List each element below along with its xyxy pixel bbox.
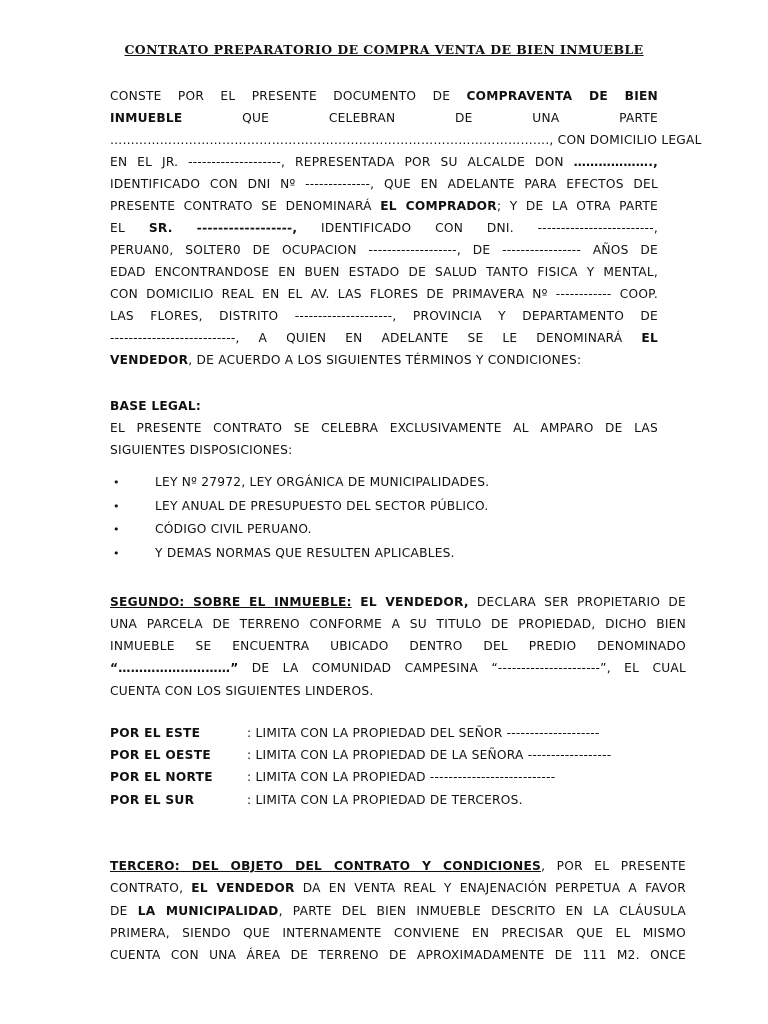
bold-text: COMPRAVENTA DE BIEN xyxy=(466,89,659,103)
list-item: CÓDIGO CIVIL PERUANO. xyxy=(155,522,312,536)
text-span: EN EL JR. --------------------, REPRESENTADA POR SU ALCALDE DON xyxy=(110,155,574,169)
intro-line-5: IDENTIFICADO CON DNI Nº --------------, QUE EN ADELANTE PARA EFECTOS DEL xyxy=(110,177,658,191)
segundo-line-4 xyxy=(110,660,686,676)
lindero-label: POR EL ESTE xyxy=(110,726,201,740)
lindero-label: POR EL NORTE xyxy=(110,770,213,784)
tercero-line-2 xyxy=(110,880,686,896)
bold-text: EL COMPRADOR xyxy=(380,199,497,213)
list-item: LEY Nº 27972, LEY ORGÁNICA DE MUNICIPALIDADES. xyxy=(155,475,490,489)
bold-text: “………………………” xyxy=(110,661,239,675)
bold-text: INMUEBLE xyxy=(110,111,183,125)
bold-text: ………………., xyxy=(573,155,658,169)
tercero-line-1 xyxy=(110,858,686,874)
bullet-icon: • xyxy=(113,547,120,560)
bold-text: EL VENDEDOR xyxy=(191,881,295,895)
intro-line-11: LAS FLORES, DISTRITO ---------------------, PROVINCIA Y DEPARTAMENTO DE xyxy=(110,309,658,323)
tercero-line-4: PRIMERA, SIENDO QUE INTERNAMENTE CONVIENE EN PRECISAR QUE EL MISMO xyxy=(110,926,686,940)
segundo-line-5: CUENTA CON LOS SIGUIENTES LINDEROS. xyxy=(110,684,374,698)
segundo-line-3: INMUEBLE SE ENCUENTRA UBICADO DENTRO DEL PREDIO DENOMINADO xyxy=(110,639,686,653)
list-item: LEY ANUAL DE PRESUPUESTO DEL SECTOR PÚBLICO. xyxy=(155,499,489,513)
text-span: DA EN VENTA REAL Y ENAJENACIÓN PERPETUA A FAVOR xyxy=(294,881,686,895)
base-legal-line-2: SIGUIENTES DISPOSICIONES: xyxy=(110,443,293,457)
section-heading: SEGUNDO: SOBRE EL INMUEBLE: xyxy=(110,595,352,609)
text-span: PRESENTE CONTRATO SE DENOMINARÁ xyxy=(110,199,381,213)
base-legal-line-1: EL PRESENTE CONTRATO SE CELEBRA EXCLUSIVAMENTE AL AMPARO DE LAS xyxy=(110,421,658,435)
lindero-value: : LIMITA CON LA PROPIEDAD DE LA SEÑORA ------------------ xyxy=(247,748,612,762)
list-item: Y DEMAS NORMAS QUE RESULTEN APLICABLES. xyxy=(155,546,455,560)
text-span: ---------------------------, A QUIEN EN ADELANTE SE LE DENOMINARÁ xyxy=(110,331,642,345)
intro-line-2 xyxy=(110,110,658,126)
text-span: , DE ACUERDO A LOS SIGUIENTES TÉRMINOS Y CONDICIONES: xyxy=(188,353,582,367)
bullet-icon: • xyxy=(113,476,120,489)
text-span: DE xyxy=(110,904,138,918)
bold-text: EL xyxy=(641,331,658,345)
text-span: , POR EL PRESENTE xyxy=(541,859,686,873)
lindero-value: : LIMITA CON LA PROPIEDAD DE TERCEROS. xyxy=(247,793,523,807)
tercero-line-5: CUENTA CON UNA ÁREA DE TERRENO DE APROXIMADAMENTE DE 111 M2. ONCE xyxy=(110,948,686,962)
intro-line-12 xyxy=(110,330,658,346)
intro-line-8: PERUAN0, SOLTER0 DE OCUPACION -------------------, DE ----------------- AÑOS DE xyxy=(110,243,658,257)
lindero-value: : LIMITA CON LA PROPIEDAD --------------------------- xyxy=(247,770,556,784)
bold-text: EL VENDEDOR, xyxy=(351,595,469,609)
text-span: EL xyxy=(110,221,149,235)
tercero-line-3 xyxy=(110,903,686,919)
bold-text: LA MUNICIPALIDAD xyxy=(137,904,279,918)
intro-line-13 xyxy=(110,352,658,368)
section-heading: TERCERO: DEL OBJETO DEL CONTRATO Y CONDICIONES xyxy=(110,859,542,873)
text-span: , PARTE DEL BIEN INMUEBLE DESCRITO EN LA CLÁUSULA xyxy=(278,904,687,918)
segundo-line-1 xyxy=(110,594,686,610)
intro-line-4 xyxy=(110,154,658,170)
lindero-label: POR EL SUR xyxy=(110,793,195,807)
bullet-icon: • xyxy=(113,523,120,536)
lindero-value: : LIMITA CON LA PROPIEDAD DEL SEÑOR -------------------- xyxy=(247,726,600,740)
text-span: CONTRATO, xyxy=(110,881,192,895)
bold-text: BASE LEGAL: xyxy=(110,399,201,413)
intro-line-9: EDAD ENCONTRANDOSE EN BUEN ESTADO DE SALUD TANTO FISICA Y MENTAL, xyxy=(110,265,658,279)
intro-line-6 xyxy=(110,198,658,214)
base-legal-heading xyxy=(110,398,658,414)
text-span: DE LA COMUNIDAD CAMPESINA “----------------------”, EL CUAL xyxy=(238,661,686,675)
document-title: CONTRATO PREPARATORIO DE COMPRA VENTA DE BIEN INMUEBLE xyxy=(124,42,644,57)
text-span: DECLARA SER PROPIETARIO DE xyxy=(468,595,686,609)
text-span: IDENTIFICADO CON DNI. -------------------------, xyxy=(297,221,658,235)
intro-line-1 xyxy=(110,88,658,104)
text-span: ; Y DE LA OTRA PARTE xyxy=(496,199,658,213)
lindero-label: POR EL OESTE xyxy=(110,748,211,762)
bold-text: VENDEDOR xyxy=(110,353,189,367)
segundo-line-2: UNA PARCELA DE TERRENO CONFORME A SU TITULO DE PROPIEDAD, DICHO BIEN xyxy=(110,617,686,631)
bullet-icon: • xyxy=(113,500,120,513)
intro-line-3: ……………………………………………………………………………………………., CON DOMICILIO LEGAL xyxy=(110,133,702,147)
text-span: CONSTE POR EL PRESENTE DOCUMENTO DE xyxy=(110,89,467,103)
text-span: QUE CELEBRAN DE UNA PARTE xyxy=(182,111,658,125)
bold-text: SR. ------------------, xyxy=(148,221,298,235)
intro-line-10: CON DOMICILIO REAL EN EL AV. LAS FLORES DE PRIMAVERA Nº ------------ COOP. xyxy=(110,287,658,301)
intro-line-7 xyxy=(110,220,658,236)
